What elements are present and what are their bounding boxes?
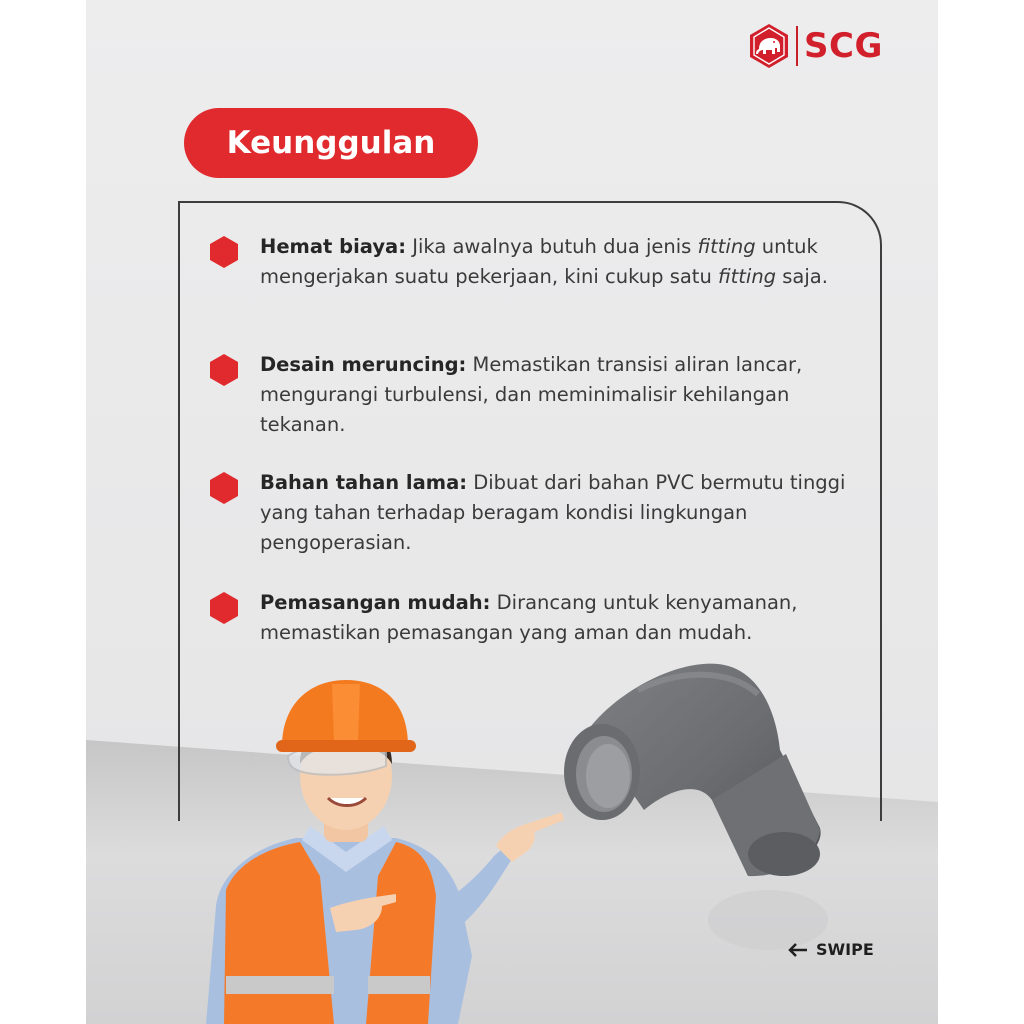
item-text [260, 468, 850, 558]
worker-illustration [196, 676, 576, 1024]
item-text [260, 350, 850, 440]
item-label: Bahan tahan lama: [260, 471, 468, 494]
item-body: Memastikan transisi aliran lancar, mengurangi turbulensi, dan meminimalisir kehilangan tekanan. [260, 353, 803, 436]
item-label: Pemasangan mudah: [260, 591, 491, 614]
item-label: Hemat biaya: [260, 235, 407, 258]
swipe-hint[interactable] [788, 940, 874, 959]
swipe-label: SWIPE [816, 940, 874, 959]
title-pill [184, 108, 478, 178]
hexagon-bullet-icon [208, 235, 240, 269]
arrow-left-icon [788, 943, 808, 957]
item-italic: fitting [697, 235, 756, 258]
item-text [260, 232, 850, 292]
page-title: Keunggulan [226, 125, 436, 161]
elephant-logo-icon [746, 23, 792, 69]
item-body: untuk mengerjakan suatu pekerjaan, kini cukup satu [260, 235, 818, 288]
hexagon-bullet-icon [208, 353, 240, 387]
logo-divider [796, 26, 798, 66]
item-italic: fitting [718, 265, 777, 288]
item-body: Jika awalnya butuh dua jenis [406, 235, 698, 258]
item-body: Dibuat dari bahan PVC bermutu tinggi yang tahan terhadap beragam kondisi lingkungan pengoperasian. [260, 471, 846, 554]
item-label: Desain meruncing: [260, 353, 467, 376]
scg-logo [746, 22, 883, 70]
hexagon-bullet-icon [208, 591, 240, 625]
brand-name: SCG [804, 26, 883, 66]
pvc-elbow-fitting-image [548, 650, 848, 950]
hexagon-bullet-icon [208, 471, 240, 505]
item-body: Dirancang untuk kenyamanan, memastikan pemasangan yang aman dan mudah. [260, 591, 798, 644]
item-body: saja. [776, 265, 828, 288]
item-text [260, 588, 850, 648]
